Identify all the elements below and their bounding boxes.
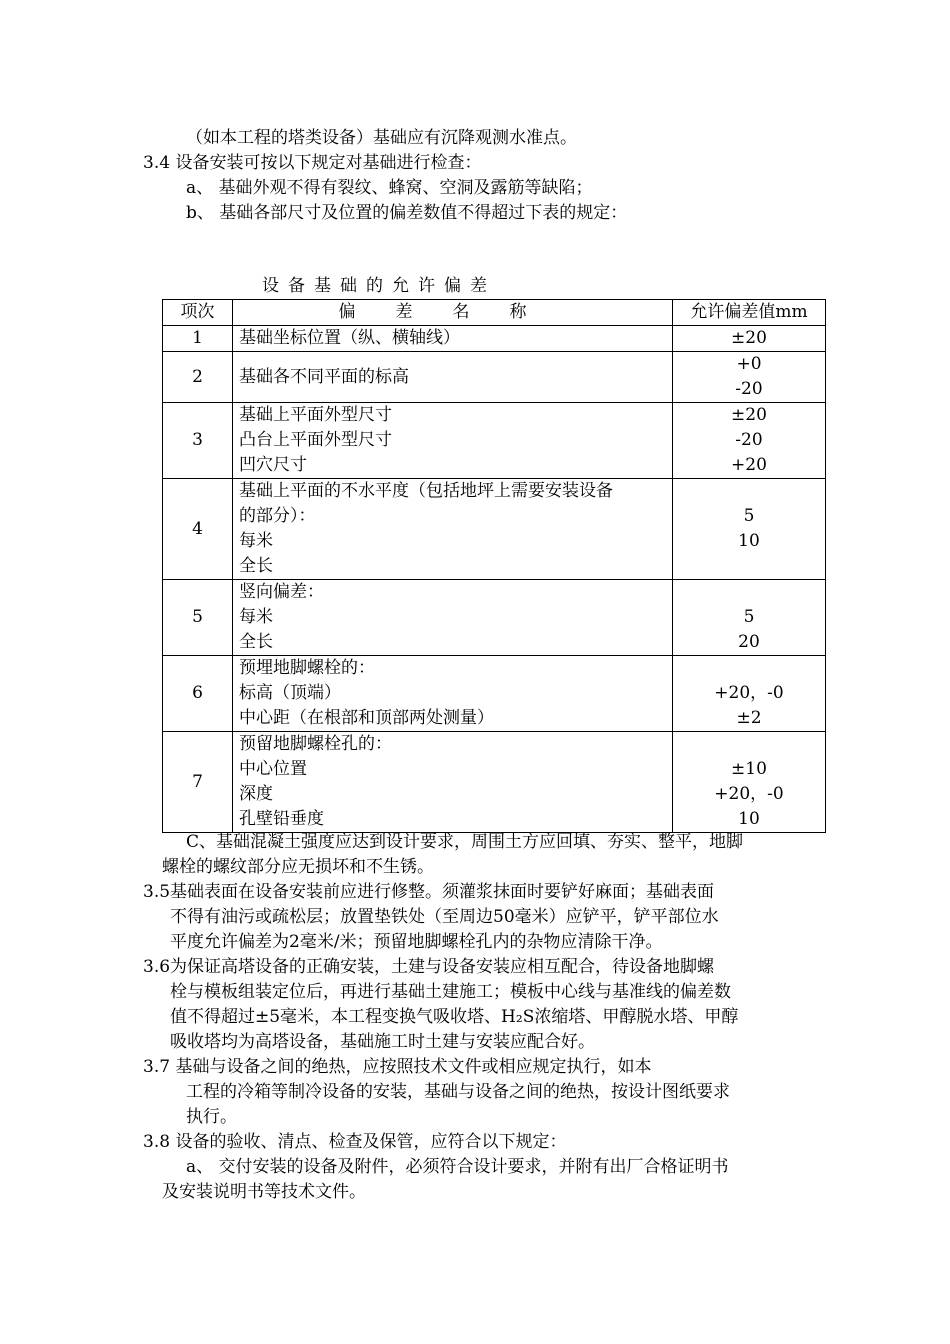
paragraph-line: 栓与模板组装定位后，再进行基础土建施工；模板中心线与基准线的偏差数: [170, 982, 731, 1002]
row-name: [233, 403, 673, 479]
row-no: 6: [163, 656, 233, 732]
row-name-line: 标高（顶端）: [239, 683, 341, 703]
row-name-line: 凹穴尺寸: [239, 455, 307, 475]
row-name: [233, 656, 673, 732]
row-name-line: 基础坐标位置（纵、横轴线）: [239, 328, 460, 348]
row-name-line: 深度: [239, 784, 273, 804]
header-deviation-name: [233, 300, 673, 326]
row-values: [673, 403, 826, 479]
row-values: [673, 732, 826, 833]
row-value: +20: [731, 455, 767, 475]
row-value: 5: [743, 607, 755, 627]
row-value: +0: [736, 354, 762, 374]
row-name-line: 凸台上平面外型尺寸: [239, 430, 392, 450]
row-name-line: 的部分）：: [239, 506, 316, 526]
table-row: [163, 326, 826, 352]
row-value: -20: [735, 430, 763, 450]
row-name: [233, 352, 673, 403]
table-header-row: [163, 300, 826, 326]
table-row: [163, 479, 826, 580]
table-row: [163, 403, 826, 479]
row-name-line: 每米: [239, 531, 273, 551]
row-name-line: 基础上平面的不水平度（包括地坪上需要安装设备: [239, 481, 613, 501]
row-no: 1: [163, 326, 233, 352]
table-title: 设备基础的允许偏差: [262, 276, 496, 296]
list-item-a: a、 基础外观不得有裂纹、蜂窝、空洞及露筋等缺陷；: [186, 178, 593, 198]
row-value: ±20: [731, 405, 767, 425]
row-name: [233, 580, 673, 656]
table-row: [163, 656, 826, 732]
section-3-5: 3.5基础表面在设备安装前应进行修整。须灌浆抹面时要铲好麻面；基础表面: [143, 882, 715, 902]
row-value: ±10: [731, 759, 767, 779]
header-allowed-value: 允许偏差值mm: [673, 300, 826, 326]
header-item-no: 项次: [163, 300, 233, 326]
row-name-line: 每米: [239, 607, 273, 627]
paragraph-c: C、基础混凝土强度应达到设计要求，周围土方应回填、夯实、整平，地脚: [186, 832, 744, 852]
row-name: [233, 732, 673, 833]
table-row: [163, 580, 826, 656]
row-name-line: 全长: [239, 556, 273, 576]
row-values: [673, 656, 826, 732]
row-name-line: 全长: [239, 632, 273, 652]
paragraph-line: 吸收塔均为高塔设备，基础施工时土建与安装应配合好。: [170, 1032, 595, 1052]
paragraph-line: 工程的冷箱等制冷设备的安装，基础与设备之间的绝热，按设计图纸要求: [186, 1082, 730, 1102]
row-no: 7: [163, 732, 233, 833]
header-deviation-name-text: 偏差名称: [338, 302, 567, 322]
row-value: 10: [738, 809, 760, 829]
row-no: 5: [163, 580, 233, 656]
row-value: ±2: [736, 708, 762, 728]
row-values: [673, 352, 826, 403]
row-value: +20，-0: [714, 683, 784, 703]
row-name-line: 预埋地脚螺栓的：: [239, 658, 375, 678]
paragraph-line: 螺栓的螺纹部分应无损坏和不生锈。: [162, 857, 434, 877]
section-3-8: 3.8 设备的验收、清点、检查及保管，应符合以下规定：: [143, 1132, 567, 1152]
row-value: +20，-0: [714, 784, 784, 804]
row-value: ±20: [731, 328, 767, 348]
row-name: [233, 479, 673, 580]
section-3-7: 3.7 基础与设备之间的绝热，应按照技术文件或相应规定执行，如本: [143, 1057, 652, 1077]
row-name-line: 基础各不同平面的标高: [239, 366, 409, 387]
row-name-line: 竖向偏差：: [239, 582, 324, 602]
section-3-6: 3.6为保证高塔设备的正确安装，土建与设备安装应相互配合，待设备地脚螺: [143, 957, 715, 977]
row-value: 20: [738, 632, 760, 652]
row-name-line: 中心位置: [239, 759, 307, 779]
row-value: -20: [735, 379, 763, 399]
row-no: 4: [163, 479, 233, 580]
paragraph-line: （如本工程的塔类设备）基础应有沉降观测水准点。: [186, 128, 577, 148]
list-item-a: a、 交付安装的设备及附件，必须符合设计要求，并附有出厂合格证明书: [186, 1157, 729, 1177]
row-value: 5: [743, 506, 755, 526]
row-name-line: 预留地脚螺栓孔的：: [239, 734, 392, 754]
row-values: [673, 326, 826, 352]
row-no: 2: [163, 352, 233, 403]
row-name-line: 基础上平面外型尺寸: [239, 405, 392, 425]
row-name-line: 孔壁铅垂度: [239, 809, 324, 829]
table-row: [163, 352, 826, 403]
row-value: 10: [738, 531, 760, 551]
list-item-b: b、 基础各部尺寸及位置的偏差数值不得超过下表的规定：: [186, 203, 628, 223]
row-values: [673, 479, 826, 580]
paragraph-line: 值不得超过±5毫米，本工程变换气吸收塔、H₂S浓缩塔、甲醇脱水塔、甲醇: [170, 1007, 739, 1027]
paragraph-line: 执行。: [186, 1107, 237, 1127]
row-name-line: 中心距（在根部和顶部两处测量）: [239, 708, 494, 728]
paragraph-line: 不得有油污或疏松层；放置垫铁处（至周边50毫米）应铲平，铲平部位水: [170, 907, 719, 927]
table-row: [163, 732, 826, 833]
row-values: [673, 580, 826, 656]
row-name: [233, 326, 673, 352]
paragraph-line: 及安装说明书等技术文件。: [162, 1182, 366, 1202]
section-3-4-heading: 3.4 设备安装可按以下规定对基础进行检查：: [143, 153, 482, 173]
row-no: 3: [163, 403, 233, 479]
paragraph-line: 平度允许偏差为2毫米/米；预留地脚螺栓孔内的杂物应清除干净。: [170, 932, 663, 952]
deviation-table: [162, 299, 826, 833]
